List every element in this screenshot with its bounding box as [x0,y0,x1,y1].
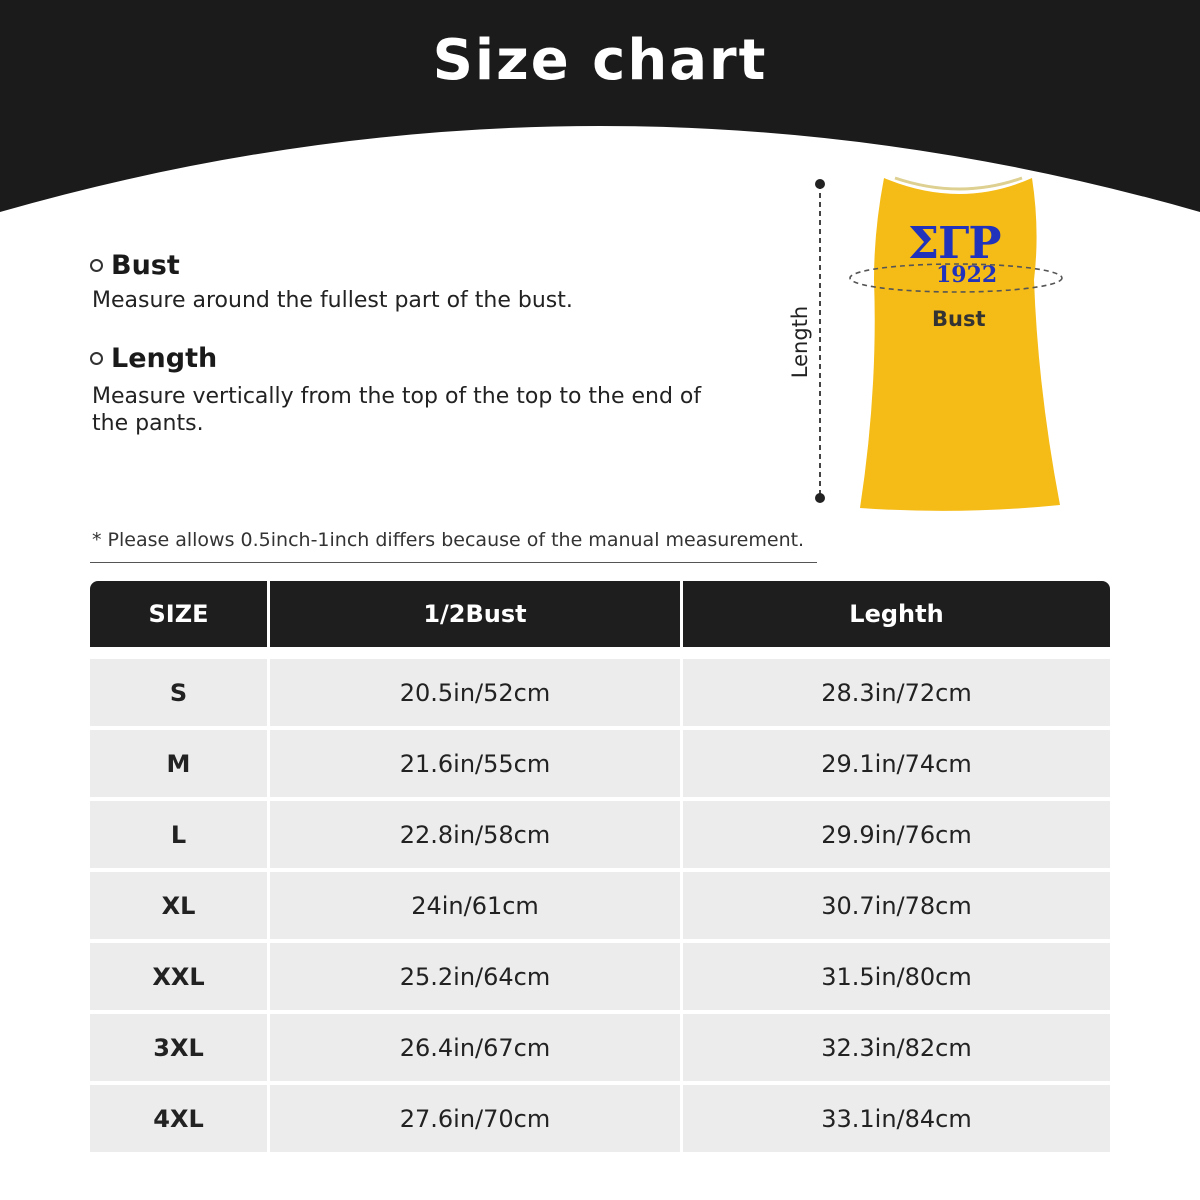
length-title: Length [111,343,218,374]
table-row [90,1085,1110,1152]
cell-length: 32.3in/82cm [683,1014,1110,1081]
size-table [90,581,1110,1156]
cell-half-bust: 24in/61cm [270,872,680,939]
header-length: Leghth [849,600,944,628]
table-row [90,872,1110,939]
cell-size: S [90,659,267,726]
length-heading [90,343,217,374]
table-row [90,1014,1110,1081]
length-desc-line1: Measure vertically from the top of the top to the end of [92,384,702,409]
cell-length: 29.9in/76cm [683,801,1110,868]
cell-size: 4XL [90,1085,267,1152]
cell-length: 28.3in/72cm [683,659,1110,726]
cell-size: XL [90,872,267,939]
measurement-note: * Please allows 0.5inch-1inch differs because of the manual measurement. [92,529,805,551]
length-description [92,383,701,437]
cell-size: XXL [90,943,267,1010]
cell-half-bust: 26.4in/67cm [270,1014,680,1081]
bust-description: Measure around the fullest part of the bust. [92,288,573,313]
cell-half-bust: 25.2in/64cm [270,943,680,1010]
table-row [90,659,1110,726]
cell-half-bust: 21.6in/55cm [270,730,680,797]
bust-label: Bust [932,307,986,331]
header-size: SIZE [148,600,209,628]
cell-length: 31.5in/80cm [683,943,1110,1010]
table-body [90,659,1110,1152]
header-half-bust: 1/2Bust [423,600,527,628]
logo-year: 1922 [936,262,998,288]
note-underline [90,562,817,563]
cell-half-bust: 27.6in/70cm [270,1085,680,1152]
cell-size: L [90,801,267,868]
length-label: Length [788,305,812,379]
table-row [90,943,1110,1010]
cell-length: 33.1in/84cm [683,1085,1110,1152]
cell-length: 29.1in/74cm [683,730,1110,797]
bullet-icon [90,352,103,365]
page-title: Size chart [432,28,768,93]
length-desc-line2: the pants. [92,411,204,436]
table-header [90,581,1110,647]
greek-letters-logo: ΣΓΡ [908,218,1001,269]
bust-title: Bust [111,250,180,281]
table-row [90,730,1110,797]
cell-half-bust: 22.8in/58cm [270,801,680,868]
cell-half-bust: 20.5in/52cm [270,659,680,726]
table-row [90,801,1110,868]
bullet-icon [90,259,103,272]
cell-length: 30.7in/78cm [683,872,1110,939]
bust-heading [90,250,180,281]
cell-size: 3XL [90,1014,267,1081]
cell-size: M [90,730,267,797]
